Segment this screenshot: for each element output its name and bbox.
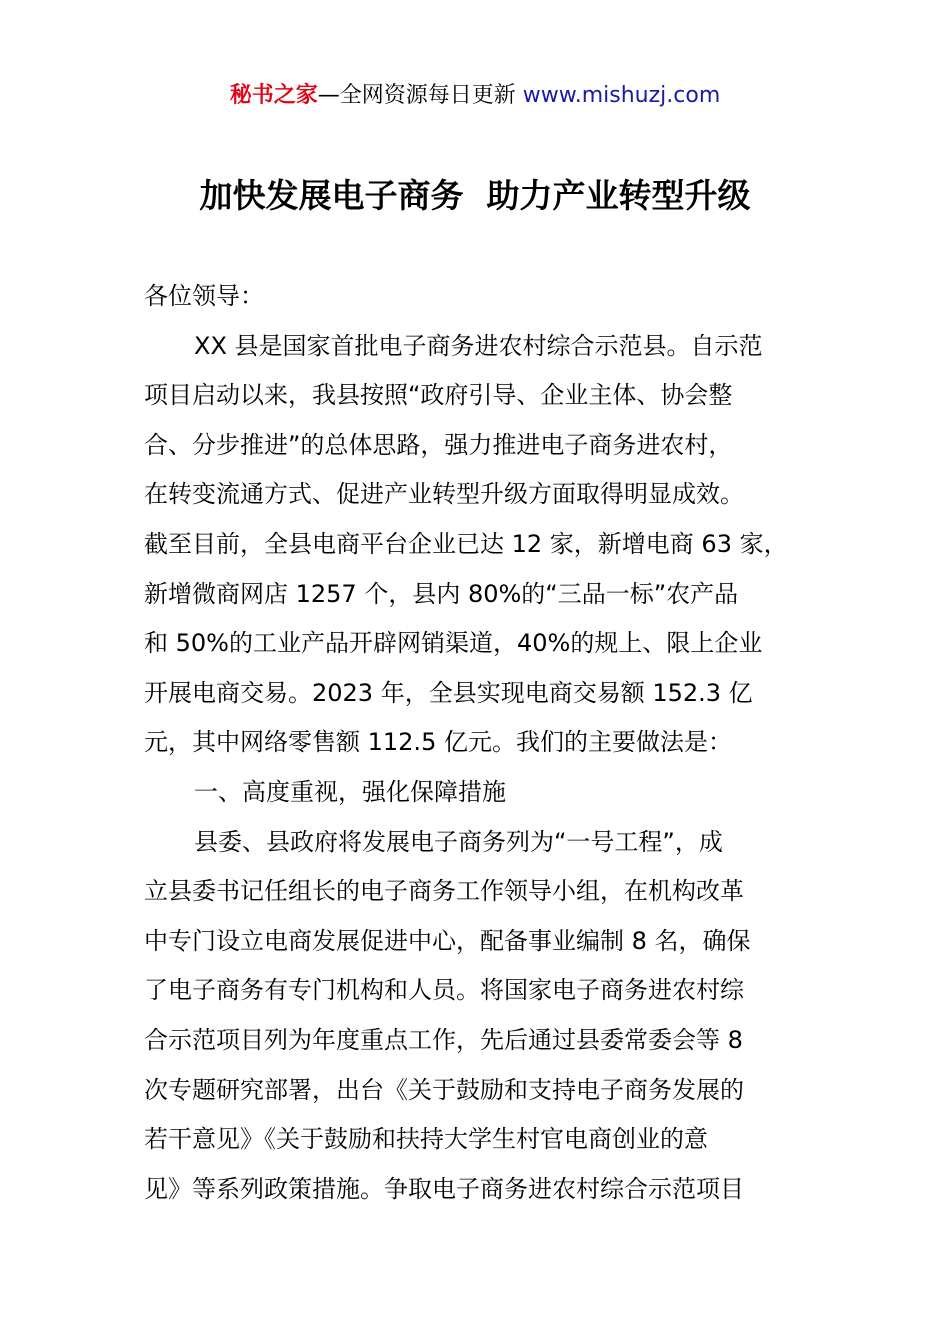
document-title: 加快发展电子商务 助力产业转型升级 — [199, 176, 751, 215]
paragraph-line: 中专门设立电商发展促进中心，配备事业编制 8 名，确保 — [144, 926, 751, 955]
paragraph-line: 新增微商网店 1257 个，县内 80%的“三品一标”农产品 — [144, 579, 739, 608]
site-url-link[interactable]: www.mishuzj.com — [522, 83, 721, 108]
section-heading: 一、高度重视，强化保障措施 — [194, 777, 506, 806]
site-brand: 秘书之家 — [229, 83, 318, 108]
paragraph-line: 截至目前，全县电商平台企业已达 12 家，新增电商 63 家， — [144, 529, 788, 558]
paragraph-line: 合、分步推进”的总体思路，强力推进电子商务进农村， — [144, 430, 733, 459]
document-body — [144, 272, 824, 1214]
paragraph-line: 了电子商务有专门机构和人员。将国家电子商务进农村综 — [144, 976, 744, 1005]
paragraph-line: 县委、县政府将发展电子商务列为“一号工程”，成 — [194, 827, 723, 856]
paragraph-line: 项目启动以来，我县按照“政府引导、企业主体、协会整 — [144, 381, 733, 410]
paragraph-line: 合示范项目列为年度重点工作，先后通过县委常委会等 8 — [144, 1025, 743, 1054]
paragraph-line: 和 50%的工业产品开辟网销渠道，40%的规上、限上企业 — [144, 629, 763, 658]
paragraph-line: 在转变流通方式、促进产业转型升级方面取得明显成效。 — [144, 480, 744, 509]
site-header — [0, 80, 950, 112]
paragraph-line: 见》等系列政策措施。争取电子商务进农村综合示范项目 — [144, 1174, 744, 1203]
paragraph-line: 元，其中网络零售额 112.5 亿元。我们的主要做法是： — [144, 728, 732, 757]
paragraph-line: 次专题研究部署，出台《关于鼓励和支持电子商务发展的 — [144, 1075, 744, 1104]
paragraph-line: 立县委书记任组长的电子商务工作领导小组，在机构改革 — [144, 877, 744, 906]
paragraph-line: 开展电商交易。2023 年，全县实现电商交易额 152.3 亿 — [144, 678, 753, 707]
salutation: 各位领导： — [144, 282, 264, 310]
paragraph-line: 若干意见》《关于鼓励和扶持大学生村官电商创业的意 — [144, 1125, 708, 1154]
site-tagline: —全网资源每日更新 — [317, 83, 523, 108]
paragraph-line: XX 县是国家首批电子商务进农村综合示范县。自示范 — [194, 331, 763, 360]
